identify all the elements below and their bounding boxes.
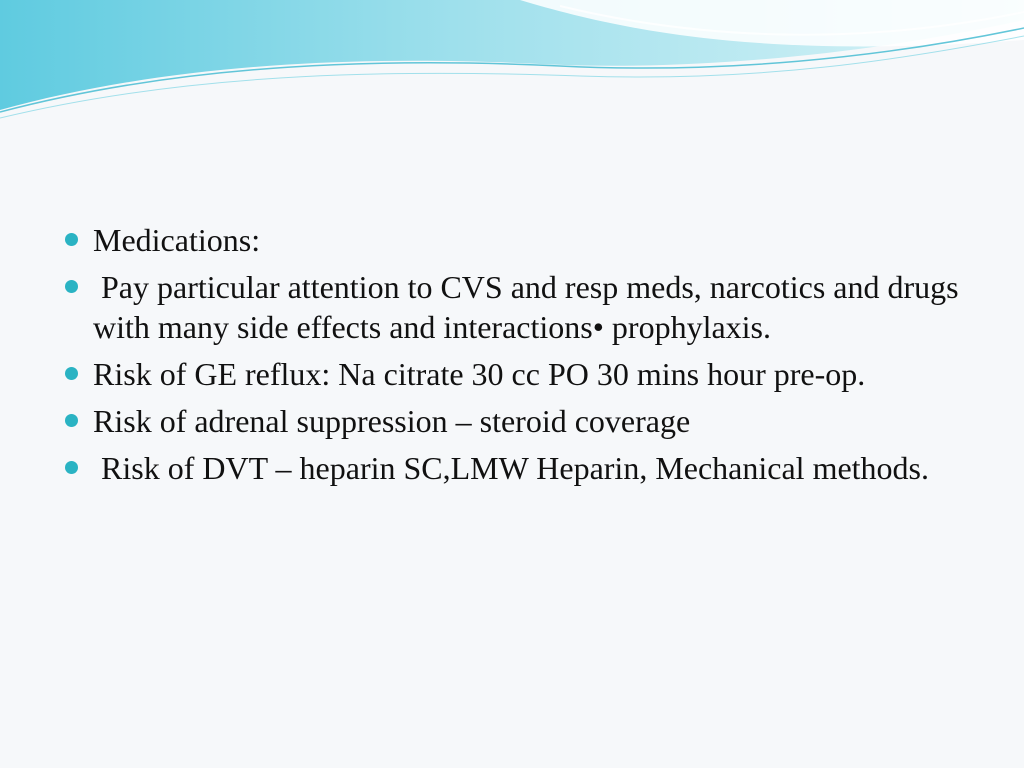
bullet-text: Risk of GE reflux: Na citrate 30 cc PO 30 mins hour pre-op. <box>93 356 866 392</box>
bullet-dot-icon <box>65 461 78 474</box>
bullet-text: Pay particular attention to CVS and resp meds, narcotics and drugs with many side effects and interactions• prophylaxis. <box>93 269 967 345</box>
list-item <box>62 401 967 441</box>
slide-content <box>62 220 967 495</box>
bullet-dot-icon <box>65 367 78 380</box>
bullet-list <box>62 220 967 488</box>
bullet-text: Medications: <box>93 222 261 258</box>
list-item <box>62 267 967 347</box>
bullet-text: Risk of adrenal suppression – steroid coverage <box>93 403 691 439</box>
bullet-dot-icon <box>65 414 78 427</box>
list-item <box>62 220 967 260</box>
bullet-text: Risk of DVT – heparin SC,LMW Heparin, Mechanical methods. <box>93 450 929 486</box>
list-item <box>62 354 967 394</box>
decorative-wave-header <box>0 0 1024 130</box>
list-item <box>62 448 967 488</box>
bullet-dot-icon <box>65 280 78 293</box>
bullet-dot-icon <box>65 233 78 246</box>
